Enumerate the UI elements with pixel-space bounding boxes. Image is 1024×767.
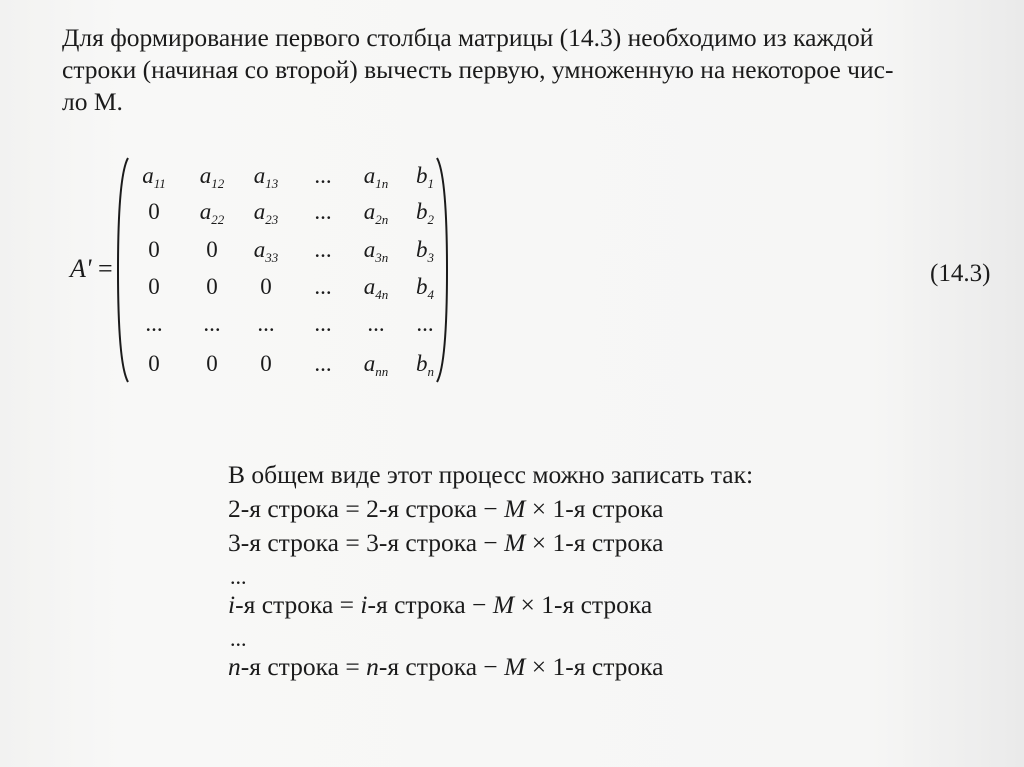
- row-operation-part: i: [228, 590, 236, 619]
- row-operation-part: -я строка =: [235, 590, 361, 619]
- matrix-cell-symbol: a: [253, 237, 266, 262]
- matrix-cell-symbol: b: [416, 163, 428, 188]
- equation-number: (14.3): [930, 260, 991, 287]
- row-operation-part: 2: [366, 494, 379, 523]
- matrix-cell-symbol: a: [363, 351, 376, 376]
- matrix-cell-symbol: a: [199, 199, 212, 224]
- matrix-cell-symbol: 0: [206, 351, 218, 376]
- row-operation-part: -я строка −: [367, 590, 493, 619]
- matrix-cell-symbol: ...: [314, 237, 332, 262]
- row-operation: [228, 492, 988, 526]
- matrix-cell: [364, 236, 389, 272]
- matrix-cell-symbol: ...: [203, 311, 221, 336]
- matrix-cell-subscript: 13: [265, 176, 279, 191]
- matrix-cell-symbol: b: [416, 237, 428, 262]
- row-operation-part: M: [504, 652, 526, 681]
- matrix-cell-symbol: ...: [145, 311, 163, 336]
- matrix-cell-subscript: 3n: [375, 250, 389, 265]
- matrix-cell-symbol: 0: [260, 274, 272, 299]
- matrix-cell: [145, 310, 162, 338]
- matrix-cell-symbol: a: [199, 163, 212, 188]
- row-operation-part: × 1-я строка: [525, 652, 664, 681]
- matrix-cell-symbol: 0: [148, 351, 160, 376]
- matrix-cell-symbol: b: [416, 274, 428, 299]
- matrix-cell: [200, 198, 225, 234]
- row-operation-part: × 1-я строка: [525, 494, 664, 523]
- matrix-cell: [254, 162, 279, 198]
- matrix-cell-subscript: 2: [427, 212, 434, 227]
- ellipsis-row: ...: [230, 626, 247, 651]
- matrix-cell: [416, 162, 434, 198]
- matrix-cell: [364, 198, 389, 234]
- matrix-cell-symbol: 0: [206, 237, 218, 262]
- equation-lhs: [70, 254, 113, 284]
- matrix-cell-symbol: a: [363, 274, 376, 299]
- matrix-cell: [314, 198, 331, 226]
- row-operation-part: -я строка −: [378, 494, 505, 523]
- matrix-cell-symbol: a: [363, 163, 376, 188]
- general-process: [228, 458, 988, 684]
- matrix-name: A': [70, 254, 92, 283]
- row-operations-list: [228, 492, 988, 684]
- row-operation-part: -я строка −: [378, 528, 505, 557]
- matrix-cell: [314, 236, 331, 264]
- matrix-cell: [254, 198, 279, 234]
- matrix-cell-symbol: ...: [314, 311, 332, 336]
- matrix-cell-symbol: 0: [260, 351, 272, 376]
- matrix-cell: [364, 350, 389, 386]
- matrix-cell: [257, 310, 274, 338]
- matrix-cell: [416, 310, 433, 338]
- matrix-cell-subscript: 3: [427, 250, 434, 265]
- paragraph-line: строки (начиная со второй) вычесть первую, умноженную на некоторое чис-: [62, 55, 894, 84]
- matrix-cell-symbol: 0: [206, 274, 218, 299]
- row-operation: [228, 526, 988, 560]
- ellipsis-row: ...: [230, 564, 247, 589]
- matrix-cell: [142, 162, 166, 198]
- matrix-cell: [200, 162, 225, 198]
- row-operation: [228, 588, 988, 622]
- matrix-cell: [364, 273, 389, 309]
- row-operation-part: × 1-я строка: [525, 528, 664, 557]
- matrix-cell: [416, 350, 434, 386]
- matrix-cell-subscript: 12: [211, 176, 225, 191]
- right-paren-icon: [435, 156, 449, 384]
- row-operation-part: × 1-я строка: [514, 590, 653, 619]
- matrix-cell: [314, 273, 331, 301]
- matrix-cell: [367, 310, 384, 338]
- matrix-cells: [132, 158, 432, 382]
- paragraph-line: ло М.: [62, 87, 123, 116]
- row-operation-part: M: [504, 528, 526, 557]
- matrix-cell: [314, 350, 331, 378]
- matrix-cell-symbol: ...: [367, 311, 385, 336]
- matrix-cell-symbol: a: [363, 199, 376, 224]
- matrix-cell-symbol: 0: [148, 237, 160, 262]
- matrix-cell-subscript: 22: [211, 212, 225, 227]
- matrix-cell: [206, 350, 218, 378]
- matrix-cell-symbol: ...: [314, 199, 332, 224]
- intro-paragraph: [62, 22, 1012, 118]
- matrix-cell: [206, 273, 218, 301]
- matrix-cell: [148, 198, 160, 226]
- matrix-cell-symbol: b: [416, 351, 428, 376]
- row-operation-part: n: [228, 652, 241, 681]
- matrix-cell: [148, 236, 160, 264]
- row-operation-part: -я строка −: [378, 652, 505, 681]
- matrix-cell-symbol: a: [363, 237, 376, 262]
- equals-sign: =: [97, 254, 113, 283]
- row-operation-part: -я строка =: [240, 494, 367, 523]
- matrix-cell-symbol: a: [253, 199, 266, 224]
- row-operation-part: -я строка =: [240, 528, 367, 557]
- matrix-cell: [364, 162, 389, 198]
- matrix-cell-subscript: 1n: [375, 176, 389, 191]
- row-operation-part: 3: [366, 528, 379, 557]
- matrix-cell-subscript: 4n: [375, 287, 389, 302]
- matrix-cell: [203, 310, 220, 338]
- matrix-cell: [206, 236, 218, 264]
- matrix-cell-symbol: ...: [314, 163, 332, 188]
- matrix-cell-subscript: 2n: [375, 212, 389, 227]
- matrix-cell-subscript: 4: [427, 287, 434, 302]
- matrix-cell-symbol: a: [142, 163, 154, 188]
- matrix-cell: [314, 310, 331, 338]
- equation-14-3: [70, 150, 1010, 390]
- row-operation: [228, 650, 988, 684]
- matrix-cell-subscript: 1: [427, 176, 434, 191]
- row-operation-part: i: [360, 590, 368, 619]
- matrix-cell-symbol: ...: [416, 311, 434, 336]
- general-intro: В общем виде этот процесс можно записать так:: [228, 460, 754, 489]
- matrix-cell-subscript: nn: [375, 364, 389, 379]
- left-paren-icon: [116, 156, 130, 384]
- matrix-cell: [260, 273, 272, 301]
- row-operation-part: 3: [228, 528, 241, 557]
- matrix-cell-symbol: a: [253, 163, 266, 188]
- matrix-cell-subscript: 23: [265, 212, 279, 227]
- paragraph-line: Для формирование первого столбца матрицы (14.3) необходимо из каждой: [62, 23, 874, 52]
- matrix-cell: [148, 273, 160, 301]
- matrix-cell-symbol: ...: [257, 311, 275, 336]
- matrix-cell-subscript: n: [427, 364, 434, 379]
- matrix-cell: [416, 236, 434, 272]
- row-operation-part: n: [366, 652, 379, 681]
- matrix-cell-symbol: ...: [314, 274, 332, 299]
- row-operation-part: M: [504, 494, 526, 523]
- row-operation-part: M: [492, 590, 515, 619]
- matrix-cell-subscript: 33: [265, 250, 279, 265]
- matrix-cell: [260, 350, 272, 378]
- row-operation-part: -я строка =: [240, 652, 367, 681]
- matrix-cell: [416, 273, 434, 309]
- matrix-cell: [254, 236, 279, 272]
- matrix-cell-symbol: ...: [314, 351, 332, 376]
- matrix-cell: [314, 162, 331, 190]
- matrix-cell: [148, 350, 160, 378]
- matrix-cell-symbol: b: [416, 199, 428, 224]
- matrix-cell-symbol: 0: [148, 274, 160, 299]
- matrix-cell: [416, 198, 434, 234]
- matrix-cell-symbol: 0: [148, 199, 160, 224]
- matrix-cell-subscript: 11: [153, 176, 166, 191]
- row-operation-part: 2: [228, 494, 241, 523]
